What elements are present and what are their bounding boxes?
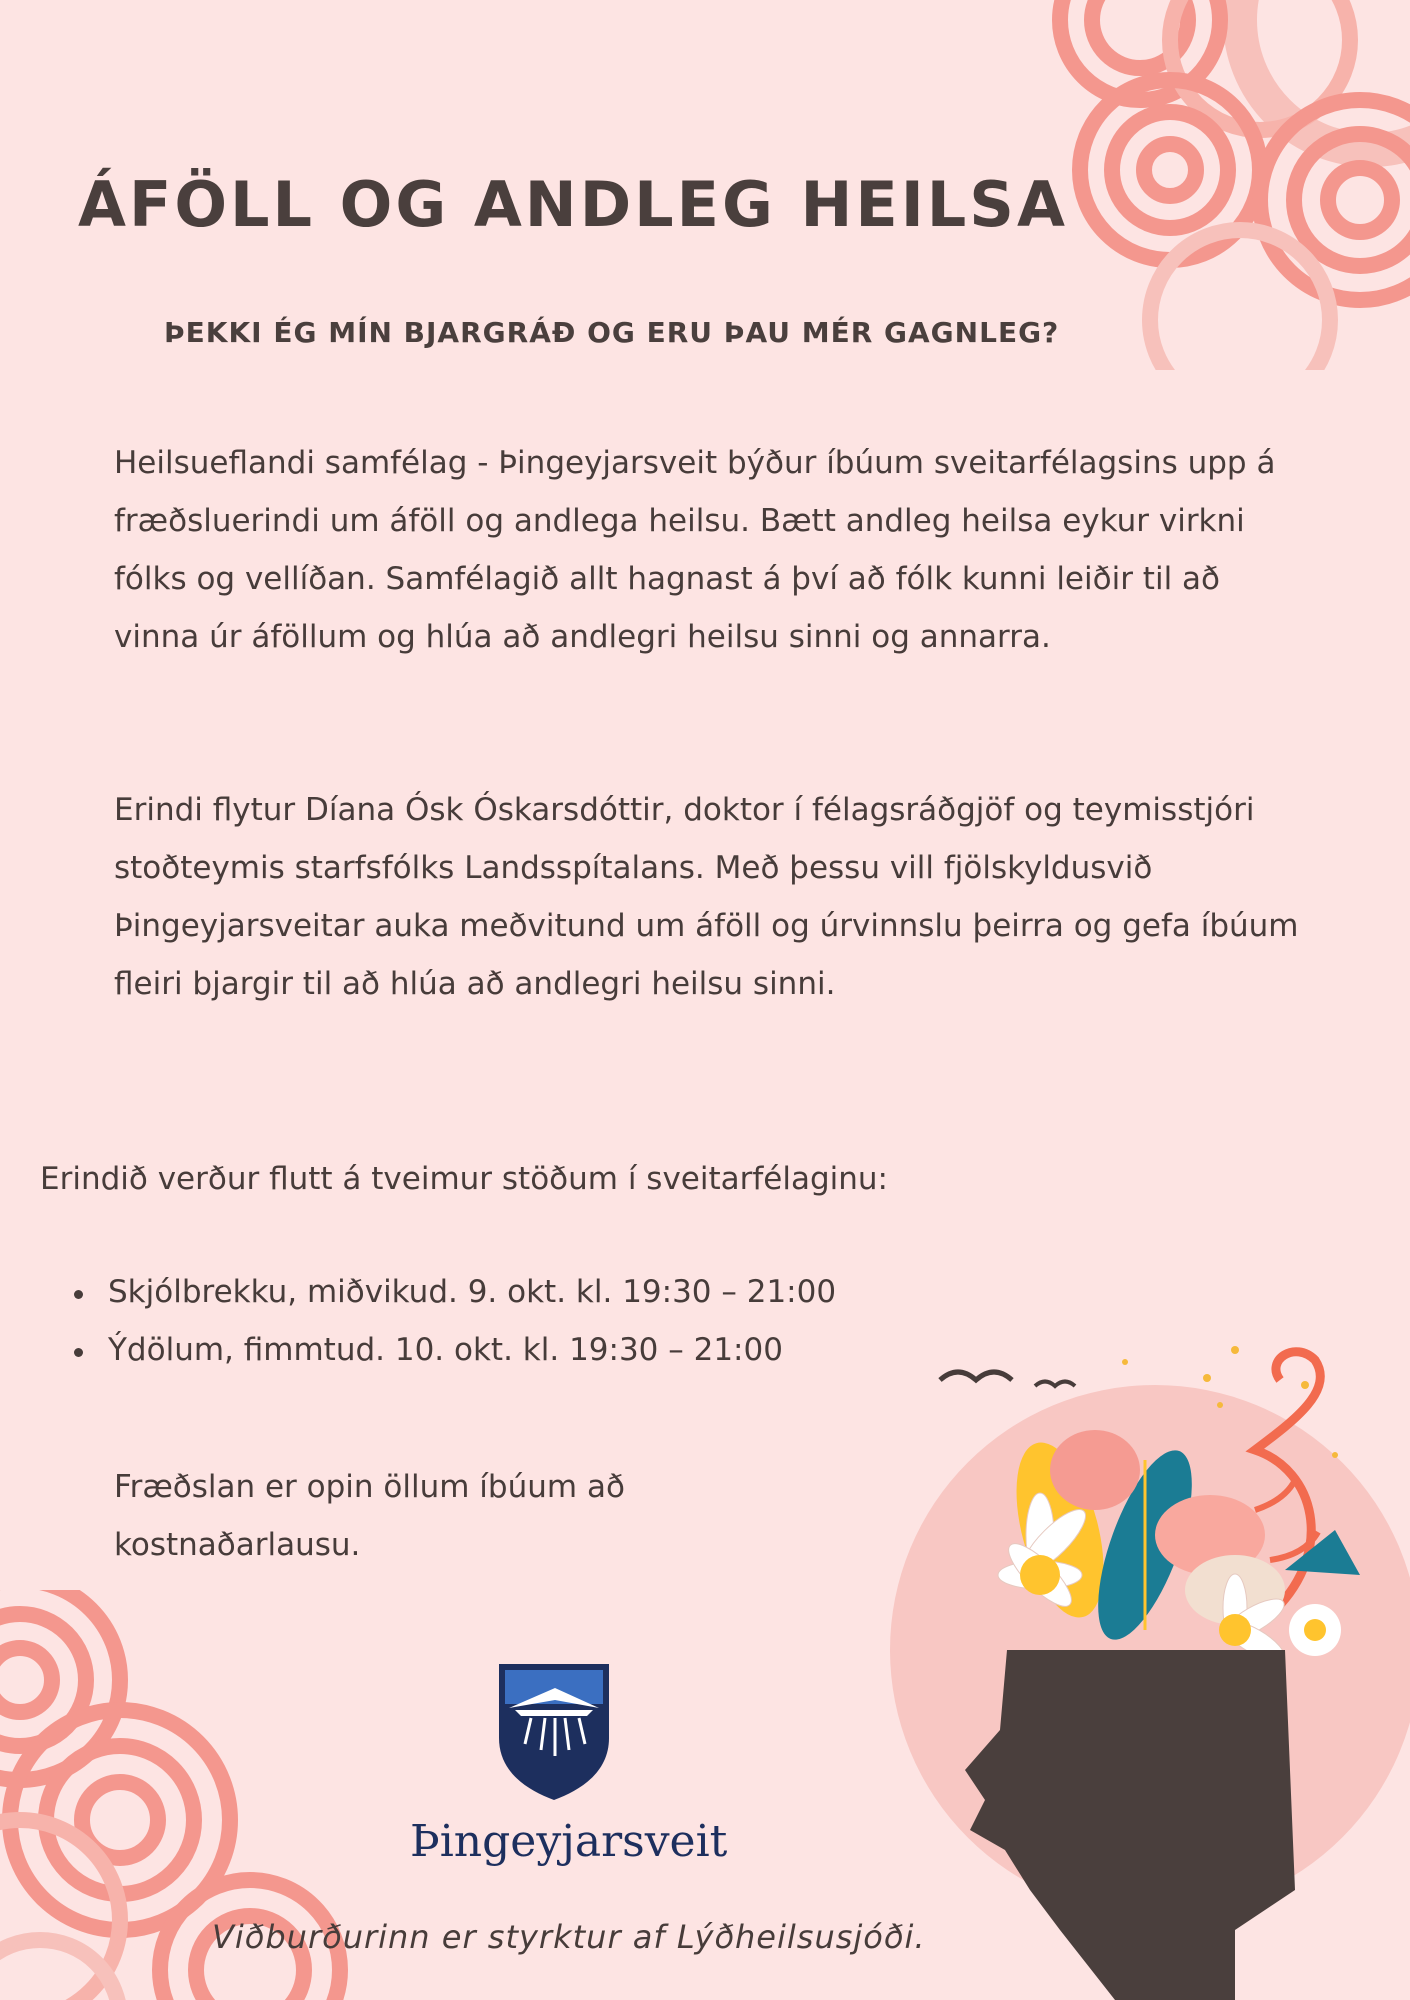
sponsor-note: Viðburðurinn er styrktur af Lýðheilsusjóði. bbox=[212, 1918, 926, 1956]
list-item: Skjólbrekku, miðvikud. 9. okt. kl. 19:30 – 21:00 bbox=[60, 1263, 836, 1321]
page-title: ÁFÖLL OG ANDLEG HEILSA bbox=[78, 168, 1068, 241]
list-item: Ýdölum, fimmtud. 10. okt. kl. 19:30 – 21:00 bbox=[60, 1321, 836, 1379]
municipality-crest-icon bbox=[495, 1660, 613, 1802]
head-flowers-illustration-icon bbox=[815, 1330, 1410, 2000]
decorative-scallops-top-right-icon bbox=[1020, 0, 1410, 370]
intro-paragraph: Heilsueflandi samfélag - Þingeyjarsveit býður íbúum sveitarfélagsins upp á fræðsluerindi um áföll og andlega heilsu. Bætt andleg heilsa eykur virkni fólks og vellíðan. Samfélagið allt hagnast á því að fólk kunni leiðir til að vinna úr áföllum og hlúa að andlegri heilsu sinni og annarra. bbox=[114, 445, 1276, 655]
free-admission-note: Fræðslan er opin öllum íbúum að kostnaðarlausu. bbox=[114, 1469, 625, 1563]
municipality-logo-text: Þingeyjarsveit bbox=[410, 1816, 728, 1867]
locations-intro: Erindið verður flutt á tveimur stöðum í sveitarfélaginu: bbox=[40, 1161, 889, 1197]
speaker-paragraph: Erindi flytur Díana Ósk Óskarsdóttir, doktor í félagsráðgjöf og teymisstjóri stoðteymis starfsfólks Landsspítalans. Með þessu vill fjölskyldusvið Þingeyjarsveitar auka meðvitund um áföll og úrvinnslu þeirra og gefa íbúum fleiri bjargir til að hlúa að andlegri heilsu sinni. bbox=[114, 792, 1299, 1002]
page-subtitle: ÞEKKI ÉG MÍN BJARGRÁÐ OG ERU ÞAU MÉR GAGNLEG? bbox=[164, 316, 1060, 349]
sessions-list bbox=[60, 1263, 836, 1379]
